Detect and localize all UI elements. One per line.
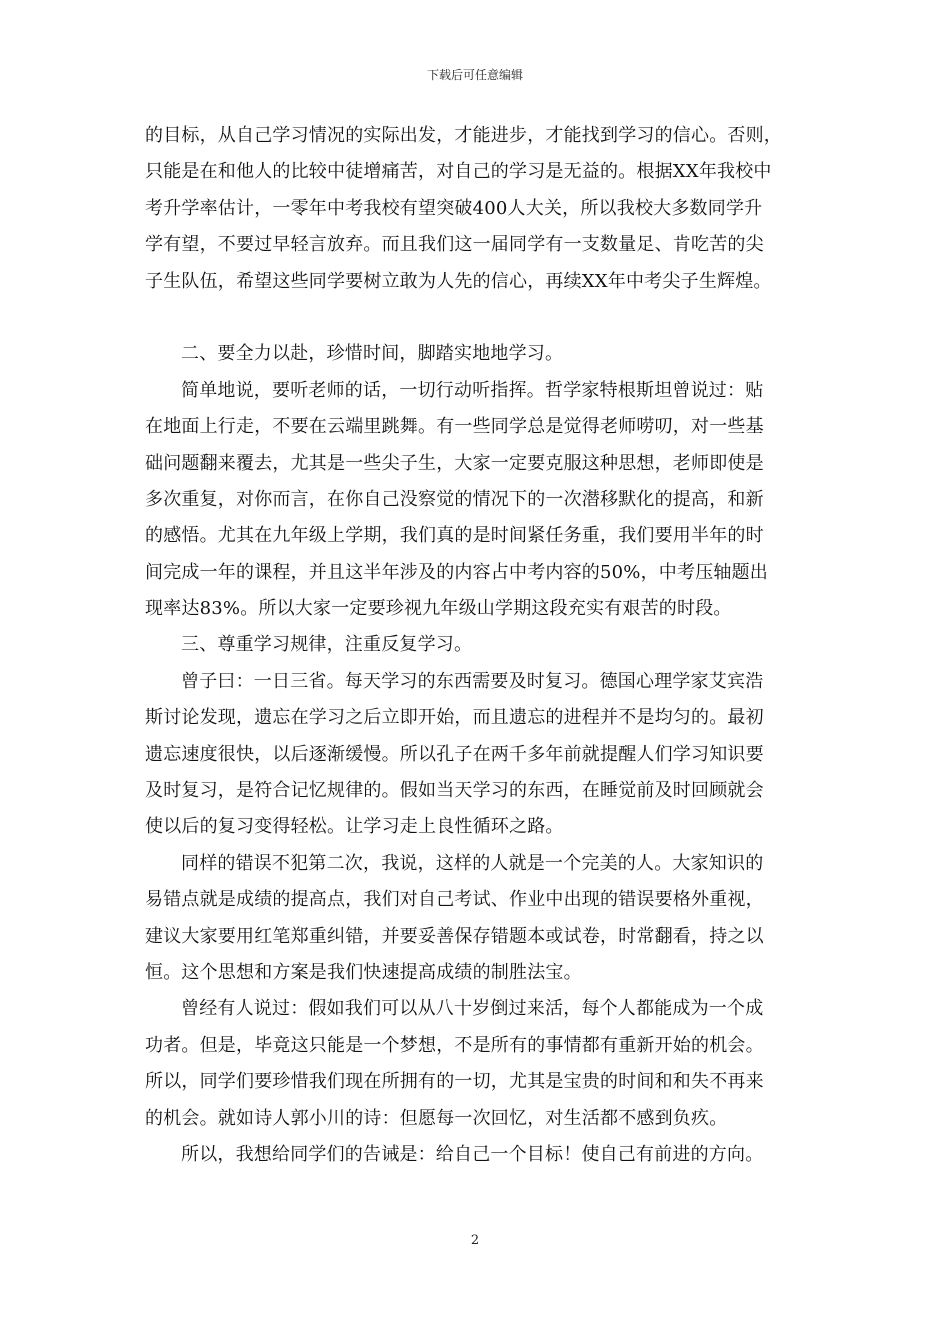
- text-line: 简单地说，要听老师的话，一切行动听指挥。哲学家特根斯坦曾说过：贴: [181, 379, 764, 401]
- text-line: 的目标，从自己学习情况的实际出发，才能进步，才能找到学习的信心。否则，: [145, 125, 782, 146]
- text-line: 同样的错误不犯第二次，我说，这样的人就是一个完美的人。大家知识的: [181, 852, 764, 874]
- text-line: 多次重复，对你而言，在你自己没察觉的情况下的一次潜移默化的提高，和新: [145, 488, 764, 510]
- text-line: 曾子曰：一日三省。每天学习的东西需要及时复习。德国心理学家艾宾浩: [181, 670, 764, 692]
- text-line: 础问题翻来覆去，尤其是一些尖子生，大家一定要克服这种思想，老师即使是: [145, 452, 764, 474]
- text-line: 只能是在和他人的比较中徒增痛苦，对自己的学习是无益的。根据XX年我校中: [145, 161, 772, 183]
- text-line: 遗忘速度很快，以后逐渐缓慢。所以孔子在两千多年前就提醒人们学习知识要: [145, 743, 764, 765]
- text-line: 斯讨论发现，遗忘在学习之后立即开始，而且遗忘的进程并不是均匀的。最初: [145, 707, 764, 729]
- text-line: 考升学率估计，一零年中考我校有望突破400人大关，所以我校大多数同学升: [145, 197, 763, 219]
- text-line: 三、尊重学习规律，注重反复学习。: [181, 634, 473, 656]
- document-body: [145, 118, 807, 1173]
- text-line: 使以后的复习变得轻松。让学习走上良性循环之路。: [145, 816, 564, 838]
- text-line: 建议大家要用红笔郑重纠错，并要妥善保存错题本或试卷，时常翻看，持之以: [145, 925, 764, 947]
- blank-line: [145, 300, 807, 336]
- text-line: 所以，我想给同学们的告诫是：给自己一个目标！使自己有前进的方向。: [181, 1143, 764, 1165]
- text-line: 的机会。就如诗人郭小川的诗：但愿每一次回忆，对生活都不感到负疚。: [145, 1107, 728, 1129]
- text-line: 易错点就是成绩的提高点，我们对自己考试、作业中出现的错误要格外重视，: [145, 889, 764, 911]
- text-line: 曾经有人说过：假如我们可以从八十岁倒过来活，每个人都能成为一个成: [181, 998, 764, 1020]
- text-line: 现率达83%。所以大家一定要珍视九年级山学期这段充实有艰苦的时段。: [145, 598, 732, 620]
- text-line: 的感悟。尤其在九年级上学期，我们真的是时间紧任务重，我们要用半年的时: [145, 525, 764, 547]
- text-line: 学有望，不要过早轻言放弃。而且我们这一届同学有一支数量足、肯吃苦的尖: [145, 234, 764, 256]
- text-line: 所以，同学们要珍惜我们现在所拥有的一切，尤其是宝贵的时间和和失不再来: [145, 1071, 764, 1093]
- text-line: 二、要全力以赴，珍惜时间，脚踏实地地学习。: [181, 343, 564, 365]
- text-line: 间完成一年的课程，并且这半年涉及的内容占中考内容的50%，中考压轴题出: [145, 561, 769, 583]
- text-line: 及时复习，是符合记忆规律的。假如当天学习的东西，在睡觉前及时回顾就会: [145, 780, 764, 802]
- text-line: 在地面上行走，不要在云端里跳舞。有一些同学总是觉得老师唠叨，对一些基: [145, 416, 764, 438]
- page-number: 2: [470, 1233, 480, 1248]
- text-line: 功者。但是，毕竟这只能是一个梦想，不是所有的事情都有重新开始的机会。: [145, 1034, 764, 1056]
- page-header: 下载后可任意编辑: [426, 68, 523, 82]
- text-line: 恒。这个思想和方案是我们快速提高成绩的制胜法宝。: [145, 961, 582, 983]
- text-line: 子生队伍，希望这些同学要树立敢为人先的信心，再续XX年中考尖子生辉煌。: [145, 270, 772, 292]
